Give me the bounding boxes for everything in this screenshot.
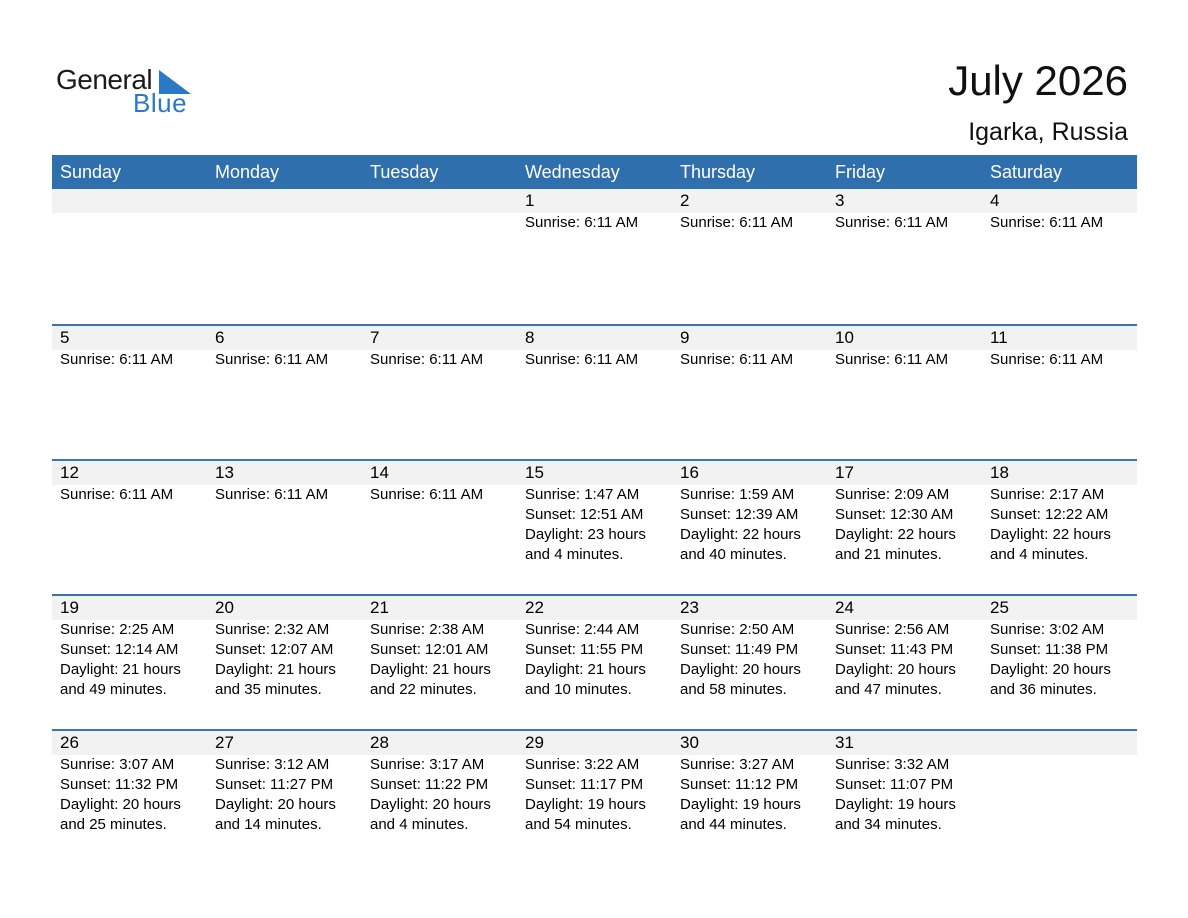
daylight-minutes: and 10 minutes.	[525, 681, 632, 698]
day-number: 18	[990, 463, 1009, 482]
day-number: 21	[370, 598, 389, 617]
weekday-header-sunday: Sunday	[60, 162, 122, 182]
calendar-week-row	[52, 189, 1137, 324]
daylight-minutes: and 22 minutes.	[370, 681, 477, 698]
daylight-minutes: and 34 minutes.	[835, 816, 942, 833]
day-number: 8	[525, 328, 535, 347]
calendar-day-cell	[827, 731, 982, 835]
weekday-header-row	[52, 155, 1137, 189]
sunset-time: Sunset: 12:14 AM	[60, 641, 179, 658]
daylight-duration: Daylight: 22 hours	[680, 526, 801, 543]
sunrise-time: Sunrise: 1:47 AM	[525, 486, 640, 503]
day-number: 26	[60, 733, 79, 752]
sunrise-time: Sunrise: 6:11 AM	[680, 351, 794, 368]
day-number: 11	[990, 328, 1008, 347]
day-number: 20	[215, 598, 234, 617]
day-number: 4	[990, 191, 1000, 210]
daylight-minutes: and 4 minutes.	[370, 816, 469, 833]
day-number: 27	[215, 733, 234, 752]
page-title: July 2026	[948, 57, 1128, 104]
calendar-day-cell	[362, 326, 517, 370]
sunrise-time: Sunrise: 2:38 AM	[370, 621, 485, 638]
daylight-minutes: and 14 minutes.	[215, 816, 322, 833]
day-number: 15	[525, 463, 544, 482]
sunset-time: Sunset: 11:22 PM	[370, 776, 489, 793]
sunrise-time: Sunrise: 2:56 AM	[835, 621, 950, 638]
sunset-time: Sunset: 12:51 AM	[525, 506, 644, 523]
sunset-time: Sunset: 11:12 PM	[680, 776, 799, 793]
sunrise-time: Sunrise: 3:12 AM	[215, 756, 330, 773]
calendar-day-cell	[517, 461, 672, 565]
sunrise-time: Sunrise: 2:50 AM	[680, 621, 795, 638]
weekday-header-tuesday: Tuesday	[370, 162, 439, 182]
sunset-time: Sunset: 11:32 PM	[60, 776, 179, 793]
daylight-duration: Daylight: 19 hours	[835, 796, 956, 813]
sunrise-time: Sunrise: 6:11 AM	[990, 214, 1104, 231]
calendar-day-cell	[672, 731, 827, 835]
day-number: 13	[215, 463, 234, 482]
daylight-duration: Daylight: 21 hours	[525, 661, 646, 678]
daylight-duration: Daylight: 23 hours	[525, 526, 646, 543]
sunset-time: Sunset: 11:55 PM	[525, 641, 644, 658]
day-number: 9	[680, 328, 690, 347]
sunrise-time: Sunrise: 3:32 AM	[835, 756, 950, 773]
weekday-header-wednesday: Wednesday	[525, 162, 620, 182]
daylight-minutes: and 36 minutes.	[990, 681, 1097, 698]
sunrise-time: Sunrise: 6:11 AM	[835, 214, 949, 231]
daylight-duration: Daylight: 22 hours	[990, 526, 1111, 543]
calendar-day-cell	[52, 326, 207, 370]
calendar-weeks	[52, 189, 1137, 864]
calendar-day-cell	[362, 731, 517, 835]
daylight-minutes: and 4 minutes.	[525, 546, 624, 563]
daylight-duration: Daylight: 21 hours	[370, 661, 491, 678]
sunrise-time: Sunrise: 6:11 AM	[215, 351, 329, 368]
calendar-day-cell	[827, 326, 982, 370]
sunset-time: Sunset: 11:43 PM	[835, 641, 954, 658]
sunset-time: Sunset: 11:27 PM	[215, 776, 334, 793]
calendar-day-cell	[672, 461, 827, 565]
sunset-time: Sunset: 11:17 PM	[525, 776, 644, 793]
calendar-day-cell	[982, 596, 1137, 700]
day-number: 7	[370, 328, 380, 347]
daylight-minutes: and 4 minutes.	[990, 546, 1089, 563]
weekday-header-friday: Friday	[835, 162, 886, 182]
day-number: 25	[990, 598, 1009, 617]
daylight-minutes: and 40 minutes.	[680, 546, 787, 563]
calendar-day-cell	[982, 326, 1137, 370]
daylight-minutes: and 35 minutes.	[215, 681, 322, 698]
empty-day-cell	[52, 189, 207, 233]
sunrise-time: Sunrise: 6:11 AM	[60, 486, 174, 503]
sunrise-time: Sunrise: 6:11 AM	[525, 214, 639, 231]
calendar-day-cell	[207, 596, 362, 700]
sunset-time: Sunset: 12:39 AM	[680, 506, 799, 523]
brand-word-blue: Blue	[133, 88, 188, 118]
daylight-minutes: and 25 minutes.	[60, 816, 167, 833]
calendar-day-cell	[207, 326, 362, 370]
daylight-duration: Daylight: 19 hours	[525, 796, 646, 813]
sunset-time: Sunset: 12:01 AM	[370, 641, 489, 658]
daylight-duration: Daylight: 22 hours	[835, 526, 956, 543]
calendar-day-cell	[517, 189, 672, 233]
calendar-day-cell	[982, 461, 1137, 565]
daylight-duration: Daylight: 20 hours	[370, 796, 491, 813]
daylight-minutes: and 49 minutes.	[60, 681, 167, 698]
daylight-duration: Daylight: 20 hours	[60, 796, 181, 813]
sunrise-time: Sunrise: 6:11 AM	[370, 351, 484, 368]
day-number: 29	[525, 733, 544, 752]
day-number: 10	[835, 328, 854, 347]
empty-day-cell	[362, 189, 517, 233]
daylight-minutes: and 21 minutes.	[835, 546, 942, 563]
sunrise-time: Sunrise: 6:11 AM	[835, 351, 949, 368]
calendar-day-cell	[517, 596, 672, 700]
calendar-day-cell	[362, 461, 517, 565]
daylight-duration: Daylight: 19 hours	[680, 796, 801, 813]
sunrise-time: Sunrise: 3:07 AM	[60, 756, 175, 773]
day-number: 17	[835, 463, 854, 482]
daylight-minutes: and 54 minutes.	[525, 816, 632, 833]
location-subtitle: Igarka, Russia	[968, 118, 1128, 146]
weekday-header-saturday: Saturday	[990, 162, 1063, 182]
sunset-time: Sunset: 11:07 PM	[835, 776, 954, 793]
daylight-duration: Daylight: 21 hours	[60, 661, 181, 678]
brand-word-general: General	[56, 64, 153, 95]
calendar-week-row	[52, 324, 1137, 459]
sunrise-time: Sunrise: 3:22 AM	[525, 756, 640, 773]
day-number: 30	[680, 733, 699, 752]
day-number: 12	[60, 463, 79, 482]
daylight-duration: Daylight: 20 hours	[990, 661, 1111, 678]
day-number: 31	[835, 733, 854, 752]
calendar-week-row	[52, 594, 1137, 729]
day-number: 19	[60, 598, 79, 617]
calendar-day-cell	[672, 326, 827, 370]
sunrise-time: Sunrise: 2:09 AM	[835, 486, 950, 503]
sunrise-time: Sunrise: 3:17 AM	[370, 756, 485, 773]
daylight-minutes: and 47 minutes.	[835, 681, 942, 698]
brand-logo	[56, 64, 206, 120]
sunset-time: Sunset: 12:22 AM	[990, 506, 1109, 523]
sunrise-time: Sunrise: 2:32 AM	[215, 621, 330, 638]
calendar-day-cell	[207, 731, 362, 835]
day-number: 5	[60, 328, 70, 347]
day-number: 2	[680, 191, 690, 210]
calendar-day-cell	[672, 596, 827, 700]
daylight-duration: Daylight: 20 hours	[215, 796, 336, 813]
sunrise-time: Sunrise: 6:11 AM	[990, 351, 1104, 368]
calendar-week-row	[52, 729, 1137, 864]
sunrise-time: Sunrise: 1:59 AM	[680, 486, 795, 503]
sunrise-time: Sunrise: 6:11 AM	[680, 214, 794, 231]
day-number: 23	[680, 598, 699, 617]
sunrise-time: Sunrise: 6:11 AM	[60, 351, 174, 368]
weekday-header-thursday: Thursday	[680, 162, 756, 182]
day-number: 6	[215, 328, 225, 347]
calendar-day-cell	[207, 461, 362, 565]
calendar-day-cell	[52, 461, 207, 565]
sunrise-time: Sunrise: 2:25 AM	[60, 621, 175, 638]
calendar-week-row	[52, 459, 1137, 594]
weekday-header-monday: Monday	[215, 162, 280, 182]
daylight-duration: Daylight: 20 hours	[835, 661, 956, 678]
day-number: 1	[525, 191, 535, 210]
calendar-day-cell	[362, 596, 517, 700]
day-number: 3	[835, 191, 845, 210]
sunset-time: Sunset: 11:38 PM	[990, 641, 1109, 658]
day-number: 14	[370, 463, 389, 482]
day-number: 24	[835, 598, 854, 617]
sunrise-time: Sunrise: 3:02 AM	[990, 621, 1105, 638]
calendar-day-cell	[52, 596, 207, 700]
empty-day-cell	[982, 731, 1137, 835]
calendar-day-cell	[827, 461, 982, 565]
sunrise-time: Sunrise: 3:27 AM	[680, 756, 795, 773]
calendar-day-cell	[827, 596, 982, 700]
calendar-day-cell	[982, 189, 1137, 233]
sunrise-time: Sunrise: 2:44 AM	[525, 621, 640, 638]
calendar-day-cell	[52, 731, 207, 835]
sunset-time: Sunset: 12:30 AM	[835, 506, 954, 523]
day-number: 16	[680, 463, 699, 482]
empty-day-cell	[207, 189, 362, 233]
sunrise-time: Sunrise: 6:11 AM	[525, 351, 639, 368]
calendar-day-cell	[827, 189, 982, 233]
daylight-minutes: and 44 minutes.	[680, 816, 787, 833]
day-number: 22	[525, 598, 544, 617]
calendar-day-cell	[672, 189, 827, 233]
daylight-duration: Daylight: 20 hours	[680, 661, 801, 678]
daylight-duration: Daylight: 21 hours	[215, 661, 336, 678]
calendar-day-cell	[517, 731, 672, 835]
sunrise-time: Sunrise: 6:11 AM	[370, 486, 484, 503]
sunrise-time: Sunrise: 2:17 AM	[990, 486, 1105, 503]
sunset-time: Sunset: 11:49 PM	[680, 641, 799, 658]
calendar-grid	[52, 155, 1137, 864]
sunrise-time: Sunrise: 6:11 AM	[215, 486, 329, 503]
sunset-time: Sunset: 12:07 AM	[215, 641, 334, 658]
calendar-day-cell	[517, 326, 672, 370]
daylight-minutes: and 58 minutes.	[680, 681, 787, 698]
day-number: 28	[370, 733, 389, 752]
